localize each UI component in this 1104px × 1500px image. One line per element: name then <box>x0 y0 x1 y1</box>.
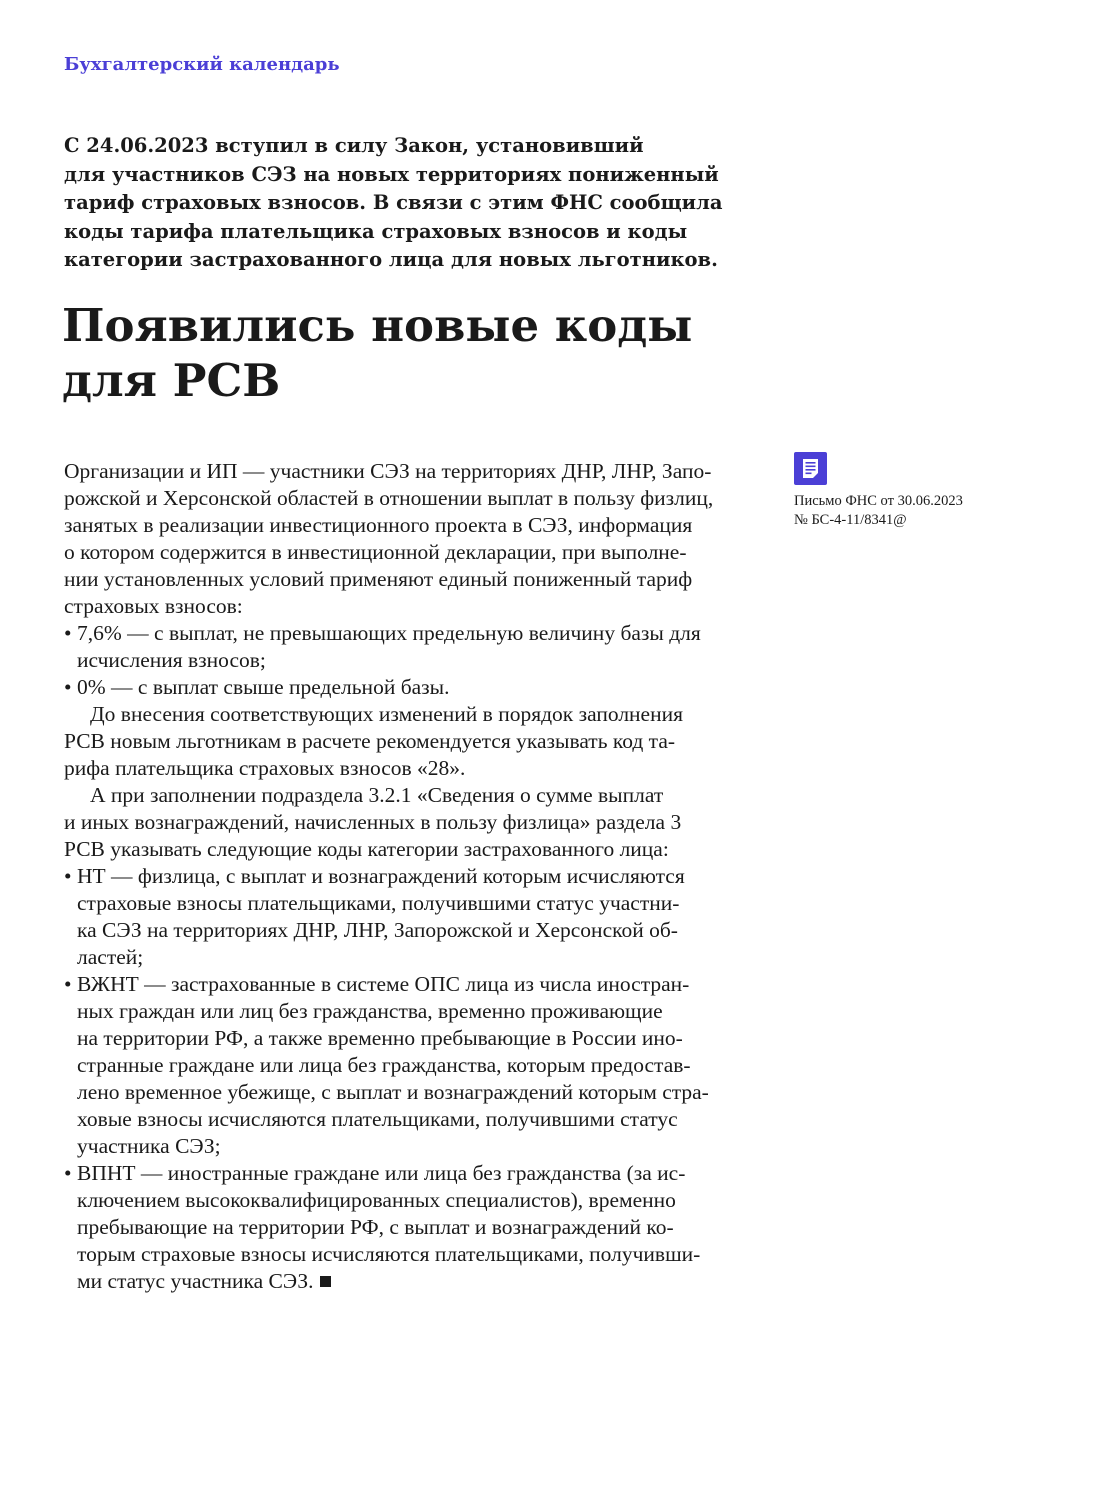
body-line: нии установленных условий применяют единый пониженный тариф <box>64 567 693 591</box>
source-reference <box>794 492 963 530</box>
article-title <box>62 298 692 408</box>
lead-paragraph <box>64 132 764 275</box>
list-item-text: на территории РФ, а также временно пребывающие в России ино- <box>77 1026 683 1050</box>
end-of-article-square-icon <box>320 1276 331 1287</box>
body-line: рифа плательщика страховых взносов «28». <box>64 756 466 780</box>
list-item-text: ВЖНТ — застрахованные в системе ОПС лица из числа иностран- <box>77 972 690 996</box>
list-item-text: НТ — физлица, с выплат и вознаграждений которым исчисляются <box>77 864 685 888</box>
bullet-icon: • <box>64 621 72 645</box>
body-line: До внесения соответствующих изменений в порядок заполнения <box>90 702 684 726</box>
lead-line: категории застрахованного лица для новых льготников. <box>64 248 718 271</box>
list-item <box>64 1160 744 1295</box>
list-item-text: участника СЭЗ; <box>77 1134 221 1158</box>
list-item-text: ка СЭЗ на территориях ДНР, ЛНР, Запорожской и Херсонской об- <box>77 918 678 942</box>
body-line: занятых в реализации инвестиционного проекта в СЭЗ, информация <box>64 513 693 537</box>
list-item <box>64 620 744 674</box>
body-line: о котором содержится в инвестиционной декларации, при выполне- <box>64 540 687 564</box>
list-item <box>64 971 744 1160</box>
body-line: Организации и ИП — участники СЭЗ на территориях ДНР, ЛНР, Запо- <box>64 459 712 483</box>
body-line: А при заполнении подраздела 3.2.1 «Сведения о сумме выплат <box>90 783 664 807</box>
list-item-text: ластей; <box>77 945 144 969</box>
list-item-text: лено временное убежище, с выплат и вознаграждений которым стра- <box>77 1080 709 1104</box>
lead-line: коды тарифа плательщика страховых взносов и коды <box>64 219 688 243</box>
body-line: страховых взносов: <box>64 594 243 618</box>
list-item-text: ных граждан или лиц без гражданства, временно проживающие <box>77 999 663 1023</box>
lead-line: тариф страховых взносов. В связи с этим ФНС сообщила <box>64 191 723 214</box>
list-item <box>64 674 744 701</box>
list-item-text: ховые взносы исчисляются плательщиками, получившими статус <box>77 1107 678 1131</box>
lead-line: для участников СЭЗ на новых территориях пониженный <box>64 162 719 186</box>
list-item <box>64 863 744 971</box>
title-line: для РСВ <box>62 354 281 407</box>
body-line: и иных вознаграждений, начисленных в пользу физлица» раздела 3 <box>64 810 682 834</box>
bullet-icon: • <box>64 1161 72 1185</box>
body-line: рожской и Херсонской областей в отношении выплат в пользу физлиц, <box>64 486 714 510</box>
bullet-icon: • <box>64 972 72 996</box>
bullet-icon: • <box>64 864 72 888</box>
source-reference-line: Письмо ФНС от 30.06.2023 <box>794 493 963 509</box>
document-icon <box>794 452 827 485</box>
list-item-text: торым страховые взносы исчисляются плательщиками, получивши- <box>77 1242 701 1266</box>
body-line: РСВ указывать следующие коды категории застрахованного лица: <box>64 837 669 861</box>
list-item-text: 7,6% — с выплат, не превышающих предельную величину базы для <box>77 621 701 645</box>
list-item-text: 0% — с выплат свыше предельной базы. <box>77 675 450 699</box>
section-label: Бухгалтерский календарь <box>64 54 340 75</box>
bullet-icon: • <box>64 675 72 699</box>
list-item-text: пребывающие на территории РФ, с выплат и вознаграждений ко- <box>77 1215 674 1239</box>
article-body <box>64 458 744 1295</box>
list-item-text: странные граждане или лица без гражданства, которым предостав- <box>77 1053 691 1077</box>
lead-line: С 24.06.2023 вступил в силу Закон, установивший <box>64 134 644 157</box>
body-line: РСВ новым льготникам в расчете рекомендуется указывать код та- <box>64 729 676 753</box>
list-item-text: исчисления взносов; <box>77 648 266 672</box>
title-line: Появились новые коды <box>62 299 693 352</box>
list-item-text: ВПНТ — иностранные граждане или лица без гражданства (за ис- <box>77 1161 686 1185</box>
list-item-text: ключением высококвалифицированных специалистов), временно <box>77 1188 676 1212</box>
source-reference-line: № БС-4-11/8341@ <box>794 512 907 528</box>
list-item-text: ми статус участника СЭЗ. <box>77 1269 314 1293</box>
list-item-text: страховые взносы плательщиками, получившими статус участни- <box>77 891 680 915</box>
